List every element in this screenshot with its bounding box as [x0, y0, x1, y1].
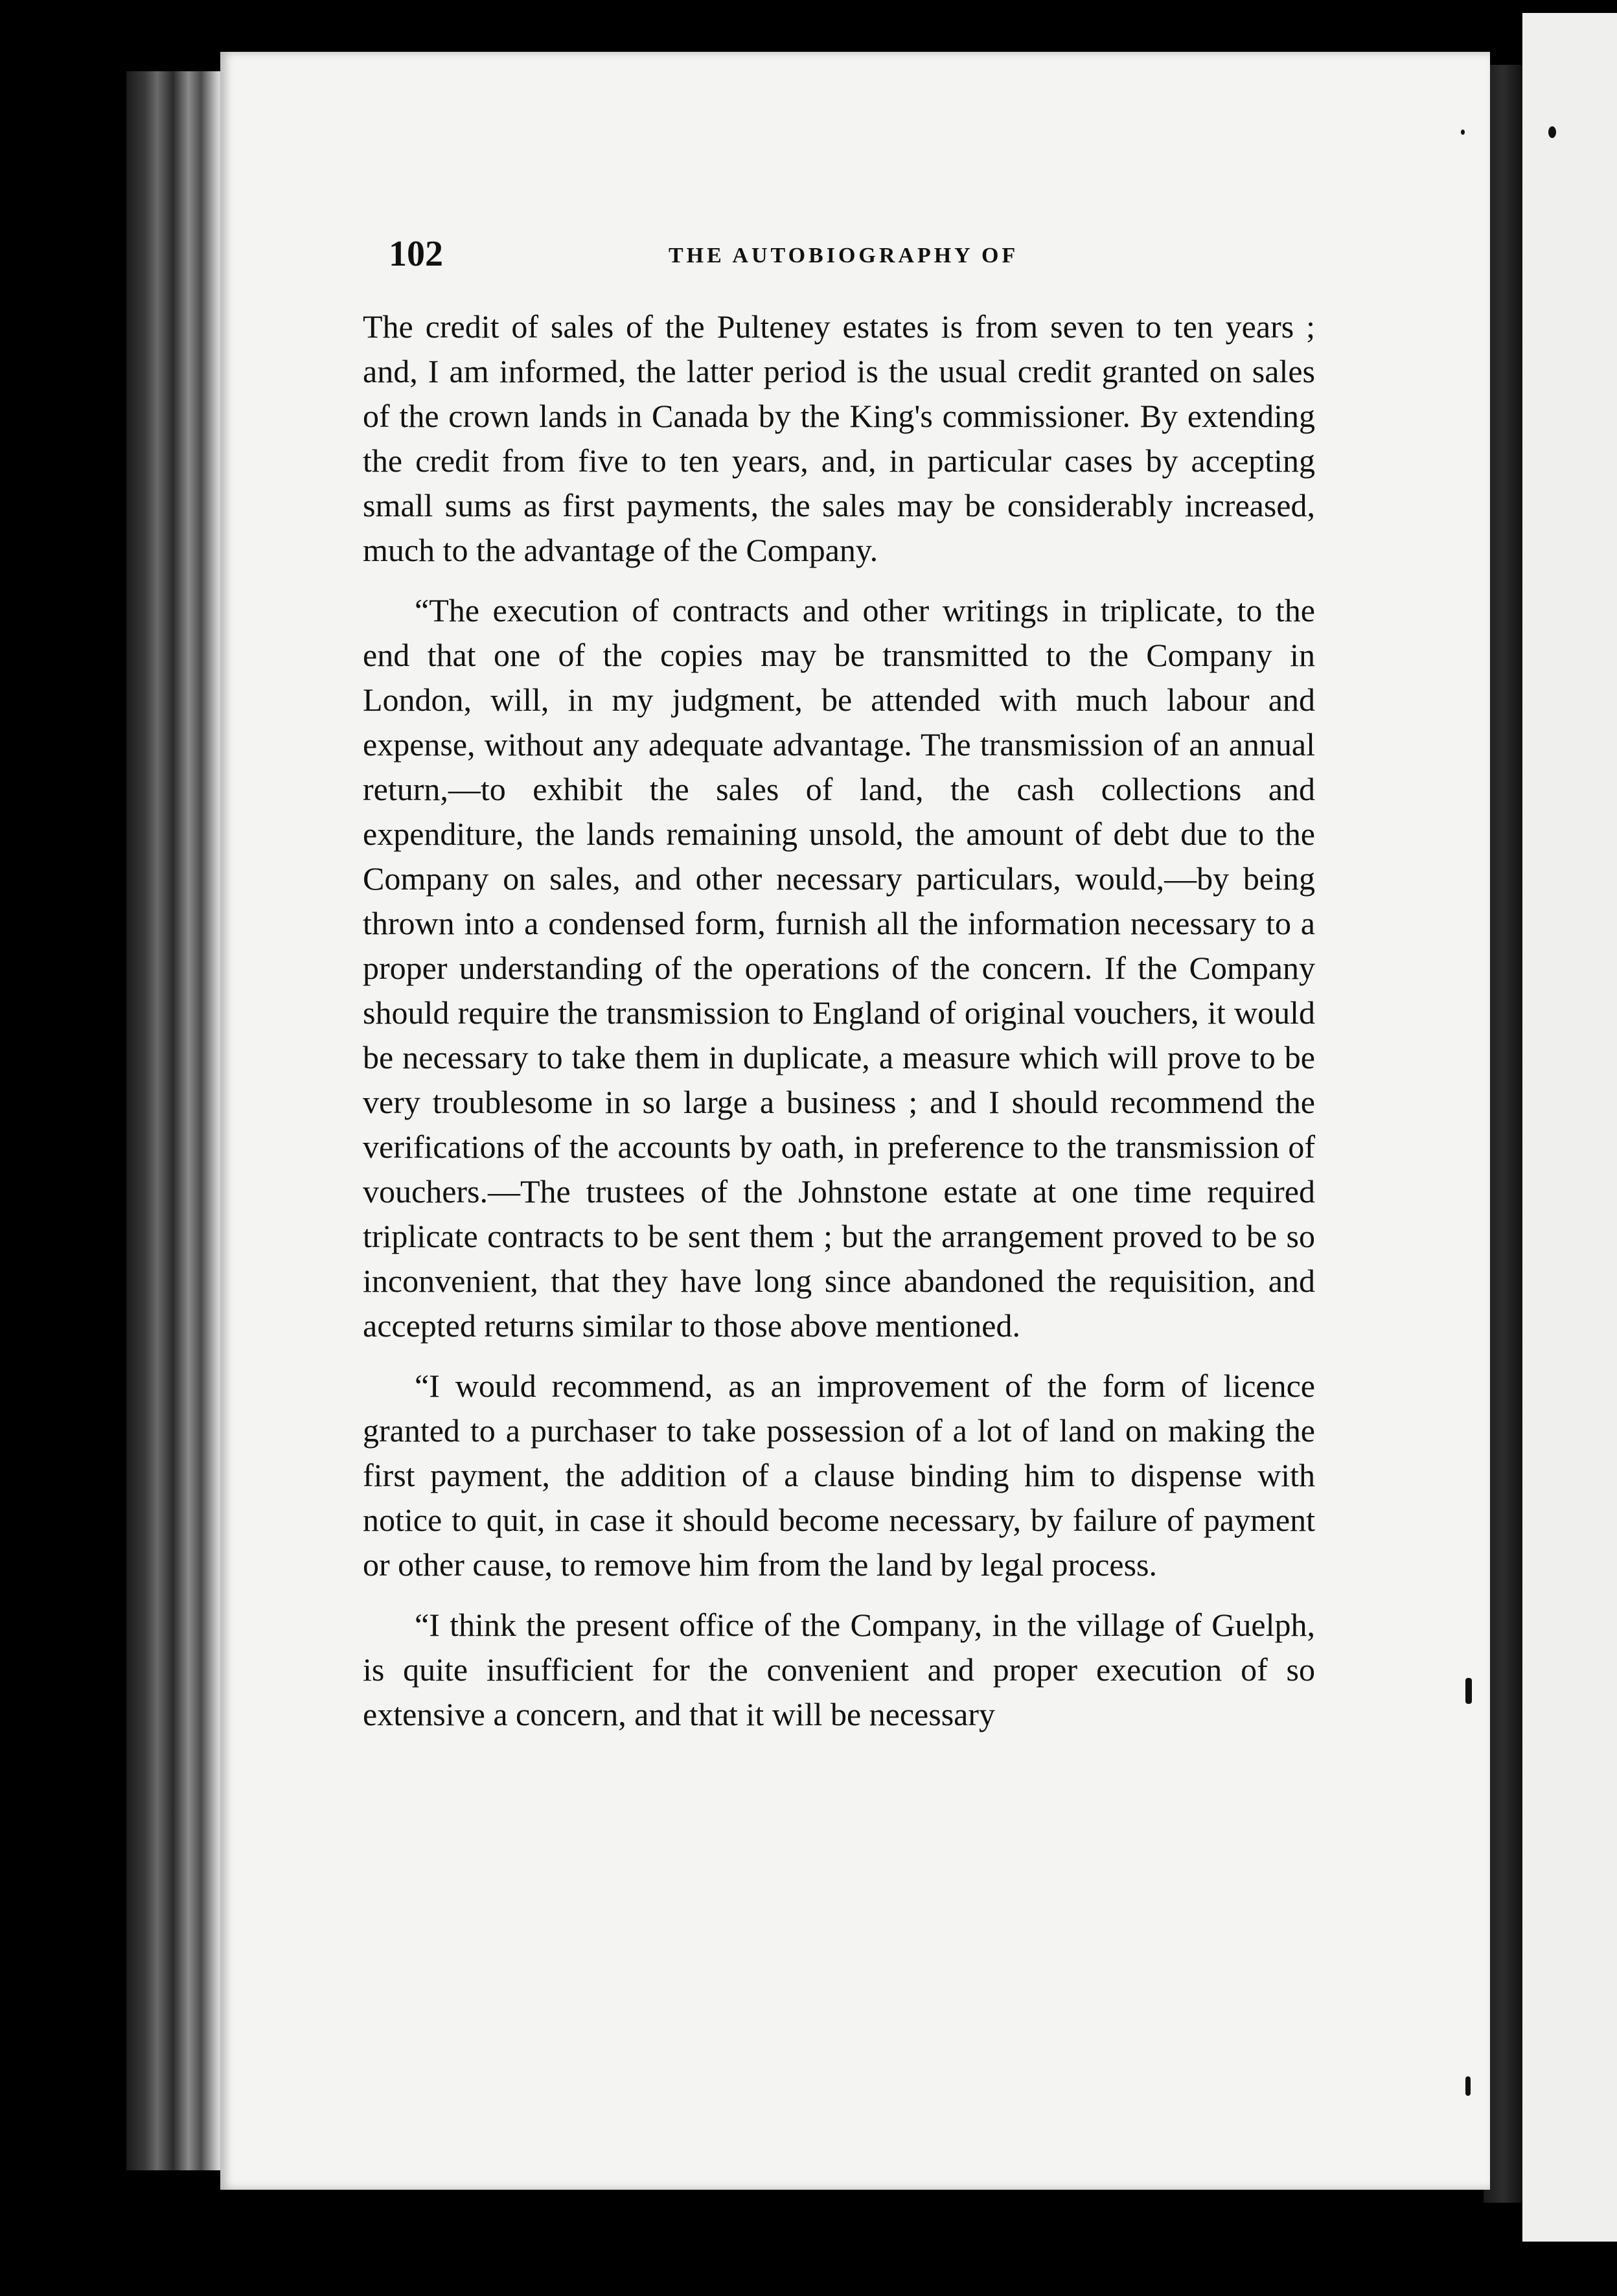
- paragraph: “I would recommend, as an improvement of the form of licence granted to a purchaser to take possession of a lot of land on making the first payment, the addition of a clause binding him to dispense with notice to quit, in case it should become necessary, by failure of payment or other cause, to remove him from the land by legal process.: [363, 1368, 1315, 1583]
- scan-speck: [1465, 1678, 1472, 1704]
- book-spine: [126, 71, 230, 2170]
- page-header: [389, 233, 1309, 285]
- scan-speck: [1461, 130, 1465, 135]
- scan-speck: [1548, 126, 1556, 138]
- running-head: THE AUTOBIOGRAPHY OF: [669, 244, 1019, 268]
- page-number: 102: [389, 234, 443, 274]
- scan-speck: [1465, 2076, 1471, 2096]
- paragraph: “The execution of contracts and other writings in triplicate, to the end that one of the copies may be transmitted to the Company in London, will, in my judgment, be attended with much labour and expense, without any adequate advantage. The transmission of an annual return,—to exhibit the sales of land, the cash collections and expenditure, the lands remaining unsold, the amount of debt due to the Company on sales, and other necessary particulars, would,—by being thrown into a condensed form, furnish all the information necessary to a proper understanding of the operations of the concern. If the Company should require the transmission to England of original vouchers, it would be necessary to take them in duplicate, a measure which will prove to be very troublesome in so large a business ; and I should recommend the verifications of the accounts by oath, in preference to the transmission of vouchers.—The trustees of the Johnstone estate at one time required triplicate contracts to be sent them ; but the arrangement proved to be so inconvenient, that they have long since abandoned the requisition, and accepted returns similar to those above mentioned.: [363, 592, 1315, 1344]
- adjacent-page-edge: [1522, 13, 1617, 2242]
- page-body: [363, 304, 1315, 1752]
- paragraph: The credit of sales of the Pulteney estates is from seven to ten years ; and, I am informed, the latter period is the usual credit granted on sales of the crown lands in Canada by the King's commissioner. By extending the credit from five to ten years, and, in particular cases by accepting small sums as first payments, the sales may be considerably increased, much to the advantage of the Company.: [363, 308, 1315, 568]
- paragraph: “I think the present office of the Company, in the village of Guelph, is quite insufficient for the convenient and proper execution of so extensive a concern, and that it will be necessary: [363, 1607, 1315, 1732]
